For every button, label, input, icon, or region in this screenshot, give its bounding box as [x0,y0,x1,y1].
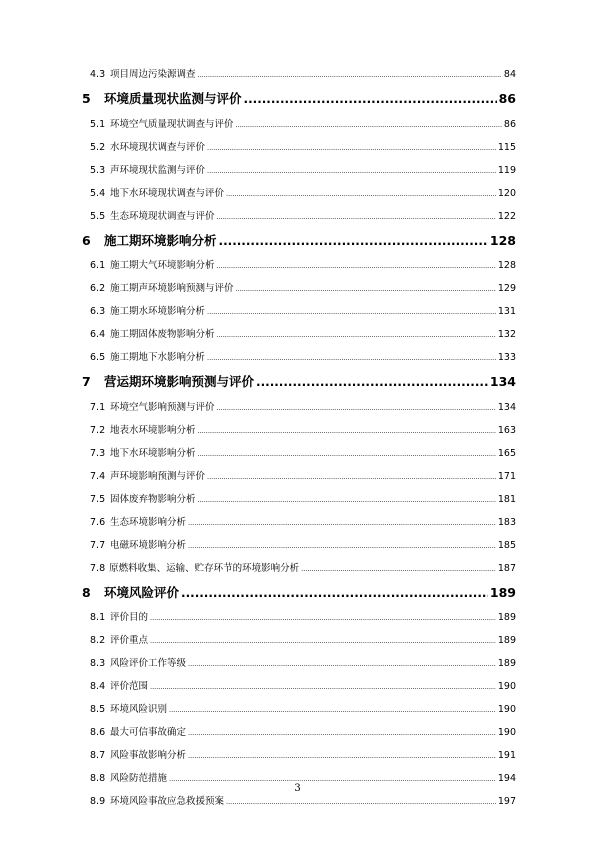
toc-entry-page: 133 [497,352,516,363]
toc-entry-title: 最大可信事故确定 [110,727,187,738]
toc-entry-title: 施工期固体废物影响分析 [110,329,215,340]
toc-section-entry[interactable] [80,257,516,280]
toc-section-entry[interactable] [80,399,516,422]
toc-section-entry[interactable] [80,701,516,724]
toc-entry-title: 声环境影响预测与评价 [110,470,206,482]
toc-entry-page: 187 [497,562,516,574]
toc-section-entry[interactable] [80,655,516,678]
toc-entry-page: 165 [497,447,516,459]
toc-entry-number: 8.1 [90,612,106,623]
toc-entry-page: 189 [497,635,516,646]
toc-entry-number: 5.1 [90,118,106,130]
toc-dot-leader [217,404,496,412]
toc-entry-number: 7.8 [90,562,106,574]
toc-entry-title: 地表水环境影响分析 [110,424,196,436]
toc-entry-title: 电磁环境影响分析 [110,539,187,551]
toc-entry-title: 声环境现状监测与评价 [110,164,206,176]
toc-entry-page: 86 [503,118,516,130]
toc-section-entry[interactable] [80,349,516,372]
toc-dot-leader [301,565,496,573]
toc-section-entry[interactable] [80,280,516,303]
toc-entry-number: 6 [82,232,91,248]
toc-dot-leader [150,614,496,622]
toc-entry-title: 风险评价工作等级 [110,658,187,669]
toc-section-entry[interactable] [80,303,516,326]
toc-entry-number: 8.9 [90,796,106,807]
toc-dot-leader [188,660,496,668]
toc-section-entry[interactable] [80,747,516,770]
table-of-contents [80,66,516,816]
toc-entry-number: 8 [82,584,91,600]
toc-section-entry[interactable] [80,491,516,514]
toc-entry-title: 项目周边污染源调查 [110,69,196,80]
toc-entry-number: 8.3 [90,658,106,669]
toc-dot-leader [169,775,496,783]
toc-chapter-entry[interactable] [80,89,516,116]
toc-entry-page: 197 [497,796,516,807]
toc-entry-page: 189 [497,612,516,623]
toc-entry-page: 189 [497,658,516,669]
toc-entry-number: 5.5 [90,210,106,222]
toc-chapter-entry[interactable] [80,583,516,610]
toc-entry-title: 原燃料收集、运输、贮存环节的环境影响分析 [109,562,300,574]
toc-section-entry[interactable] [80,560,516,583]
toc-entry-title: 环境风险评价 [104,584,180,600]
toc-entry-page: 134 [489,374,516,389]
toc-dot-leader [181,586,488,600]
toc-entry-title: 施工期声环境影响预测与评价 [110,283,234,294]
toc-entry-title: 评价重点 [110,635,149,646]
toc-entry-page: 190 [497,727,516,738]
toc-entry-page: 84 [503,69,516,80]
toc-section-entry[interactable] [80,724,516,747]
toc-entry-title: 生态环境影响分析 [110,516,187,528]
toc-entry-title: 风险防范措施 [110,773,168,784]
toc-dot-leader [236,121,502,129]
toc-entry-page: 120 [497,187,516,199]
toc-section-entry[interactable] [80,632,516,655]
toc-entry-number: 7.1 [90,401,106,413]
toc-entry-number: 7.6 [90,516,106,528]
toc-entry-title: 评价目的 [110,612,149,623]
toc-entry-page: 128 [489,232,516,248]
toc-entry-number: 5.3 [90,164,106,176]
toc-dot-leader [244,92,497,106]
toc-entry-number: 4.3 [90,69,106,80]
toc-entry-number: 6.4 [90,329,106,340]
toc-section-entry[interactable] [80,468,516,491]
toc-entry-page: 171 [497,470,516,482]
toc-dot-leader [207,144,496,152]
toc-section-entry[interactable] [80,678,516,701]
toc-section-entry[interactable] [80,445,516,468]
toc-dot-leader [207,354,496,362]
toc-dot-leader [198,71,502,79]
toc-section-entry[interactable] [80,609,516,632]
toc-dot-leader [198,427,496,435]
toc-entry-page: 119 [497,164,516,176]
toc-entry-page: 190 [497,704,516,715]
toc-entry-number: 8.6 [90,727,106,738]
toc-entry-number: 7.4 [90,470,106,482]
toc-dot-leader [150,683,496,691]
toc-dot-leader [198,496,496,504]
toc-dot-leader [217,331,496,339]
toc-entry-number: 8.4 [90,681,106,692]
toc-entry-page: 86 [498,91,516,106]
toc-dot-leader [217,262,496,270]
toc-entry-number: 5.4 [90,187,106,199]
toc-section-entry[interactable] [80,185,516,208]
page-number: 3 [294,783,301,794]
toc-section-entry[interactable] [80,537,516,560]
toc-entry-page: 129 [497,283,516,294]
toc-entry-page: 183 [497,516,516,528]
toc-dot-leader [207,308,496,316]
toc-entry-number: 7 [82,374,91,389]
toc-dot-leader [207,167,496,175]
toc-entry-number: 6.3 [90,306,106,317]
toc-entry-number: 7.5 [90,493,106,505]
toc-section-entry[interactable] [80,326,516,349]
toc-dot-leader [217,213,496,221]
toc-entry-number: 5 [82,91,91,106]
toc-entry-title: 施工期环境影响分析 [104,232,217,248]
toc-entry-page: 134 [497,401,516,413]
toc-entry-title: 环境空气质量现状调查与评价 [110,118,234,130]
toc-entry-page: 115 [497,141,516,153]
toc-dot-leader [219,234,488,248]
toc-entry-page: 194 [497,773,516,784]
toc-entry-number: 7.3 [90,447,106,459]
toc-dot-leader [150,637,496,645]
toc-entry-page: 189 [489,584,516,600]
toc-entry-number: 8.8 [90,773,106,784]
toc-dot-leader [188,542,496,550]
toc-dot-leader [169,706,496,714]
toc-entry-page: 190 [497,681,516,692]
toc-dot-leader [188,519,496,527]
toc-entry-title: 评价范围 [110,681,149,692]
toc-entry-title: 施工期地下水影响分析 [110,352,206,363]
toc-entry-title: 施工期大气环境影响分析 [110,260,215,271]
toc-section-entry[interactable] [80,116,516,139]
toc-entry-title: 环境风险识别 [110,704,168,715]
toc-entry-title: 营运期环境影响预测与评价 [104,374,255,389]
toc-entry-number: 5.2 [90,141,106,153]
toc-section-entry[interactable] [80,139,516,162]
toc-entry-title: 环境空气影响预测与评价 [110,401,215,413]
toc-entry-page: 191 [497,750,516,761]
toc-entry-title: 地下水环境影响分析 [110,447,196,459]
toc-entry-title: 生态环境现状调查与评价 [110,210,215,222]
toc-entry-page: 122 [497,210,516,222]
toc-section-entry[interactable] [80,793,516,816]
toc-section-entry[interactable] [80,422,516,445]
toc-dot-leader [256,375,488,389]
toc-entry-number: 8.7 [90,750,106,761]
toc-section-entry[interactable] [80,162,516,185]
toc-entry-title: 施工期水环境影响分析 [110,306,206,317]
toc-entry-title: 环境质量现状监测与评价 [104,91,242,106]
toc-entry-page: 185 [497,539,516,551]
toc-entry-page: 132 [497,329,516,340]
toc-entry-page: 131 [497,306,516,317]
toc-entry-title: 环境风险事故应急救援预案 [110,796,225,807]
toc-dot-leader [236,285,496,293]
toc-entry-number: 7.7 [90,539,106,551]
toc-entry-title: 风险事故影响分析 [110,750,187,761]
toc-entry-title: 水环境现状调查与评价 [110,141,206,153]
toc-dot-leader [207,473,496,481]
toc-entry-number: 8.5 [90,704,106,715]
toc-dot-leader [188,729,496,737]
toc-entry-page: 163 [497,424,516,436]
toc-section-entry[interactable] [80,514,516,537]
toc-entry-number: 8.2 [90,635,106,646]
toc-entry-page: 181 [497,493,516,505]
toc-dot-leader [198,450,496,458]
toc-dot-leader [188,752,496,760]
toc-dot-leader [226,798,496,806]
toc-section-entry[interactable] [80,66,516,89]
toc-entry-title: 固体废弃物影响分析 [110,493,196,505]
toc-chapter-entry[interactable] [80,372,516,399]
toc-entry-number: 6.5 [90,352,106,363]
toc-entry-number: 6.1 [90,260,106,271]
toc-entry-page: 128 [497,260,516,271]
toc-entry-number: 6.2 [90,283,106,294]
toc-entry-number: 7.2 [90,424,106,436]
toc-section-entry[interactable] [80,208,516,231]
toc-dot-leader [226,190,496,198]
toc-chapter-entry[interactable] [80,231,516,258]
toc-entry-title: 地下水环境现状调查与评价 [110,187,225,199]
